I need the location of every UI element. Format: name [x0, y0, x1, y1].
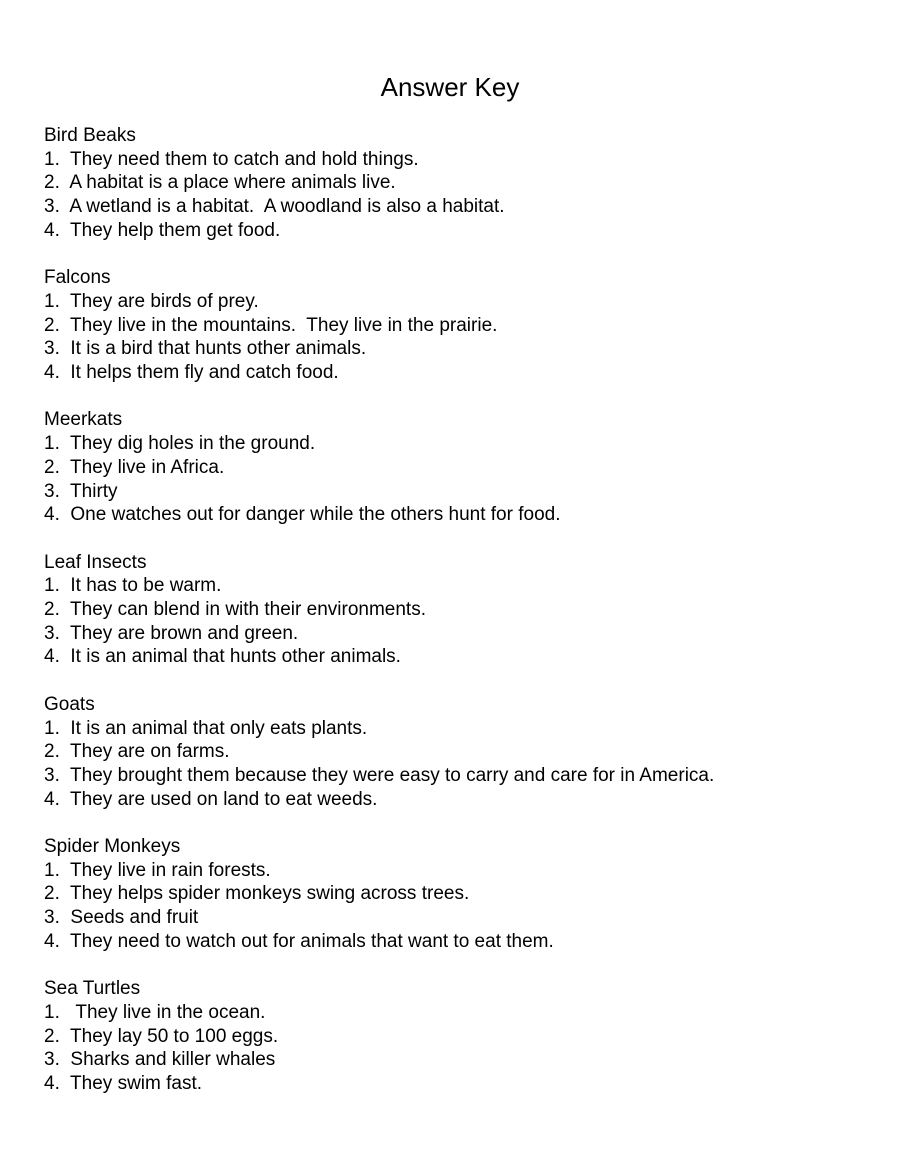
answer-item: 3. Thirty — [44, 480, 118, 502]
answer-item: 3. They are brown and green. — [44, 622, 299, 644]
answer-item: 4. They need to watch out for animals that want to eat them. — [44, 930, 554, 952]
section-sea-turtles — [44, 977, 714, 1096]
answer-item: 4. They swim fast. — [44, 1073, 203, 1095]
answer-item: 4. They are used on land to eat weeds. — [44, 788, 378, 810]
section-heading: Sea Turtles — [44, 978, 141, 1000]
section-heading: Meerkats — [44, 409, 123, 431]
answer-item: 1. It is an animal that only eats plants. — [44, 717, 368, 739]
answer-item: 3. A wetland is a habitat. A woodland is also a habitat. — [44, 196, 505, 218]
answer-item: 4. They help them get food. — [44, 219, 281, 241]
section-bird-beaks — [44, 124, 714, 243]
answer-item: 1. They dig holes in the ground. — [44, 433, 316, 455]
section-leaf-insects — [44, 551, 714, 670]
answer-item: 2. A habitat is a place where animals live. — [44, 172, 396, 194]
answer-item: 1. They live in rain forests. — [44, 859, 271, 881]
answer-item: 1. It has to be warm. — [44, 575, 222, 597]
section-falcons — [44, 266, 714, 385]
answer-item: 1. They need them to catch and hold things. — [44, 148, 419, 170]
answer-item: 2. They helps spider monkeys swing across trees. — [44, 883, 470, 905]
answer-item: 4. It is an animal that hunts other animals. — [44, 646, 401, 668]
section-heading: Bird Beaks — [44, 125, 136, 146]
section-heading: Falcons — [44, 267, 111, 289]
section-heading: Spider Monkeys — [44, 836, 181, 858]
section-goats — [44, 693, 714, 812]
answer-item: 3. Seeds and fruit — [44, 907, 199, 929]
answer-item: 2. They lay 50 to 100 eggs. — [44, 1025, 279, 1047]
answer-item: 3. They brought them because they were easy to carry and care for in America. — [44, 764, 715, 786]
answer-item: 4. It helps them fly and catch food. — [44, 362, 339, 384]
answer-item: 2. They live in the mountains. They live in the prairie. — [44, 314, 498, 336]
answer-item: 1. They live in the ocean. — [44, 1001, 266, 1023]
section-spider-monkeys — [44, 835, 714, 954]
answer-item: 2. They live in Africa. — [44, 456, 225, 478]
section-meerkats — [44, 408, 714, 527]
answer-item: 2. They are on farms. — [44, 741, 230, 763]
page-title: Answer Key — [380, 72, 520, 102]
answer-item: 4. One watches out for danger while the others hunt for food. — [44, 504, 561, 526]
answer-item: 2. They can blend in with their environments. — [44, 599, 426, 621]
section-heading: Leaf Insects — [44, 551, 147, 573]
section-heading: Goats — [44, 693, 95, 715]
answer-list — [44, 124, 714, 1119]
answer-item: 3. It is a bird that hunts other animals. — [44, 338, 367, 360]
answer-item: 1. They are birds of prey. — [44, 290, 259, 312]
answer-item: 3. Sharks and killer whales — [44, 1049, 276, 1071]
